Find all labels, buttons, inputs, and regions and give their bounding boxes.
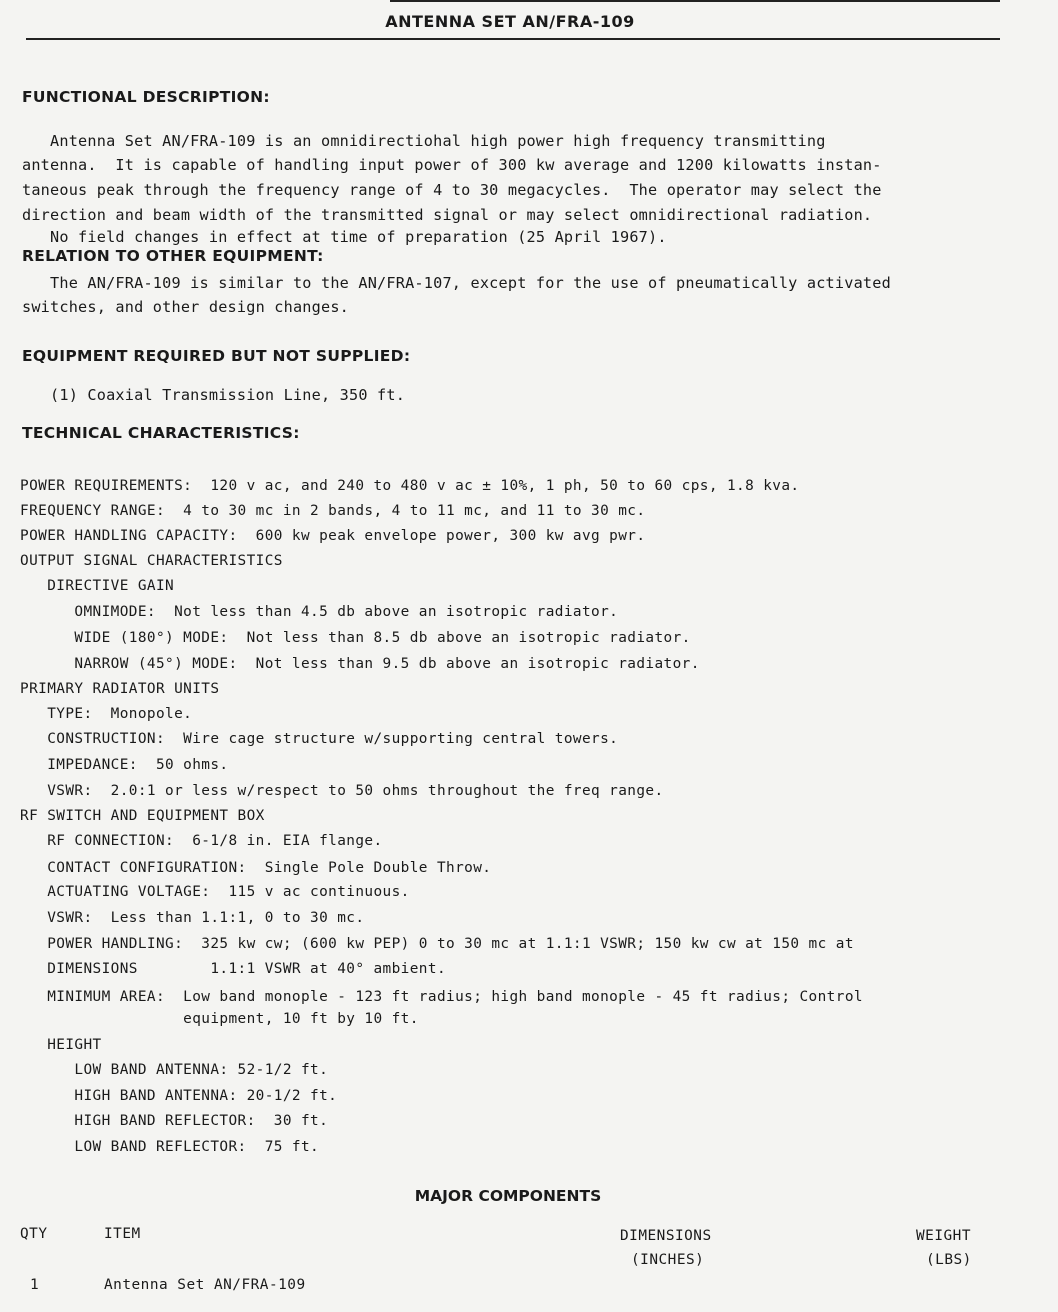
equipment-heading: EQUIPMENT REQUIRED BUT NOT SUPPLIED: bbox=[22, 347, 411, 365]
technical-line: CONSTRUCTION: Wire cage structure w/supporting central towers. bbox=[20, 731, 619, 747]
technical-line: ACTUATING VOLTAGE: 115 v ac continuous. bbox=[20, 884, 410, 900]
col-qty: QTY bbox=[20, 1226, 48, 1242]
technical-line: OMNIMODE: Not less than 4.5 db above an isotropic radiator. bbox=[20, 604, 619, 620]
major-heading: MAJOR COMPONENTS bbox=[414, 1187, 602, 1205]
technical-line: equipment, 10 ft by 10 ft. bbox=[20, 1011, 419, 1027]
functional-line: taneous peak through the frequency range of 4 to 30 megacycles. The operator may select the bbox=[22, 181, 882, 199]
technical-line: RF CONNECTION: 6-1/8 in. EIA flange. bbox=[20, 833, 383, 849]
row-item: Antenna Set AN/FRA-109 bbox=[104, 1277, 306, 1293]
technical-line: HEIGHT bbox=[20, 1037, 102, 1053]
technical-line: HIGH BAND REFLECTOR: 30 ft. bbox=[20, 1113, 329, 1129]
technical-line: HIGH BAND ANTENNA: 20-1/2 ft. bbox=[20, 1088, 338, 1104]
relation-line: The AN/FRA-109 is similar to the AN/FRA-107, except for the use of pneumatically activated bbox=[22, 274, 891, 292]
col-weight-unit: (LBS) bbox=[926, 1252, 972, 1268]
page-title: ANTENNA SET AN/FRA-109 bbox=[385, 12, 635, 31]
technical-line: LOW BAND REFLECTOR: 75 ft. bbox=[20, 1139, 320, 1155]
technical-line: FREQUENCY RANGE: 4 to 30 mc in 2 bands, 4 to 11 mc, and 11 to 30 mc. bbox=[20, 503, 646, 519]
technical-line: DIRECTIVE GAIN bbox=[20, 578, 175, 594]
row-qty: 1 bbox=[30, 1277, 40, 1293]
technical-line: RF SWITCH AND EQUIPMENT BOX bbox=[20, 808, 265, 824]
technical-line: WIDE (180°) MODE: Not less than 8.5 db above an isotropic radiator. bbox=[20, 630, 691, 646]
functional-line: direction and beam width of the transmitted signal or may select omnidirectional radiation. bbox=[22, 206, 873, 224]
technical-line: DIMENSIONS 1.1:1 VSWR at 40° ambient. bbox=[20, 961, 447, 977]
functional-line: Antenna Set AN/FRA-109 is an omnidirectiohal high power high frequency transmitting bbox=[22, 132, 826, 150]
functional-line: antenna. It is capable of handling input power of 300 kw average and 1200 kilowatts instan- bbox=[22, 156, 882, 174]
technical-line: TYPE: Monopole. bbox=[20, 706, 193, 722]
technical-line: LOW BAND ANTENNA: 52-1/2 ft. bbox=[20, 1062, 329, 1078]
top-rule bbox=[390, 0, 1000, 2]
col-item: ITEM bbox=[104, 1226, 141, 1242]
technical-line: NARROW (45°) MODE: Not less than 9.5 db above an isotropic radiator. bbox=[20, 656, 700, 672]
equipment-line: (1) Coaxial Transmission Line, 350 ft. bbox=[22, 386, 406, 404]
technical-line: CONTACT CONFIGURATION: Single Pole Double Throw. bbox=[20, 860, 492, 876]
col-dimensions: DIMENSIONS bbox=[620, 1228, 712, 1244]
technical-line: OUTPUT SIGNAL CHARACTERISTICS bbox=[20, 553, 283, 569]
col-weight: WEIGHT bbox=[916, 1228, 971, 1244]
technical-line: VSWR: 2.0:1 or less w/respect to 50 ohms throughout the freq range. bbox=[20, 783, 664, 799]
technical-line: POWER HANDLING: 325 kw cw; (600 kw PEP) 0 to 30 mc at 1.1:1 VSWR; 150 kw cw at 150 mc at bbox=[20, 936, 854, 952]
technical-line: PRIMARY RADIATOR UNITS bbox=[20, 681, 220, 697]
technical-heading: TECHNICAL CHARACTERISTICS: bbox=[22, 424, 300, 442]
col-dimensions-unit: (INCHES) bbox=[631, 1252, 705, 1268]
relation-line: switches, and other design changes. bbox=[22, 298, 350, 316]
technical-line: VSWR: Less than 1.1:1, 0 to 30 mc. bbox=[20, 910, 365, 926]
functional-line: No field changes in effect at time of preparation (25 April 1967). bbox=[22, 228, 667, 246]
title-rule bbox=[26, 38, 1000, 40]
technical-line: POWER HANDLING CAPACITY: 600 kw peak envelope power, 300 kw avg pwr. bbox=[20, 528, 646, 544]
relation-heading: RELATION TO OTHER EQUIPMENT: bbox=[22, 247, 324, 265]
technical-line: POWER REQUIREMENTS: 120 v ac, and 240 to 480 v ac ± 10%, 1 ph, 50 to 60 cps, 1.8 kva. bbox=[20, 478, 800, 494]
technical-line: MINIMUM AREA: Low band monople - 123 ft radius; high band monople - 45 ft radius; Control bbox=[20, 989, 863, 1005]
functional-heading: FUNCTIONAL DESCRIPTION: bbox=[22, 88, 270, 106]
technical-line: IMPEDANCE: 50 ohms. bbox=[20, 757, 229, 773]
